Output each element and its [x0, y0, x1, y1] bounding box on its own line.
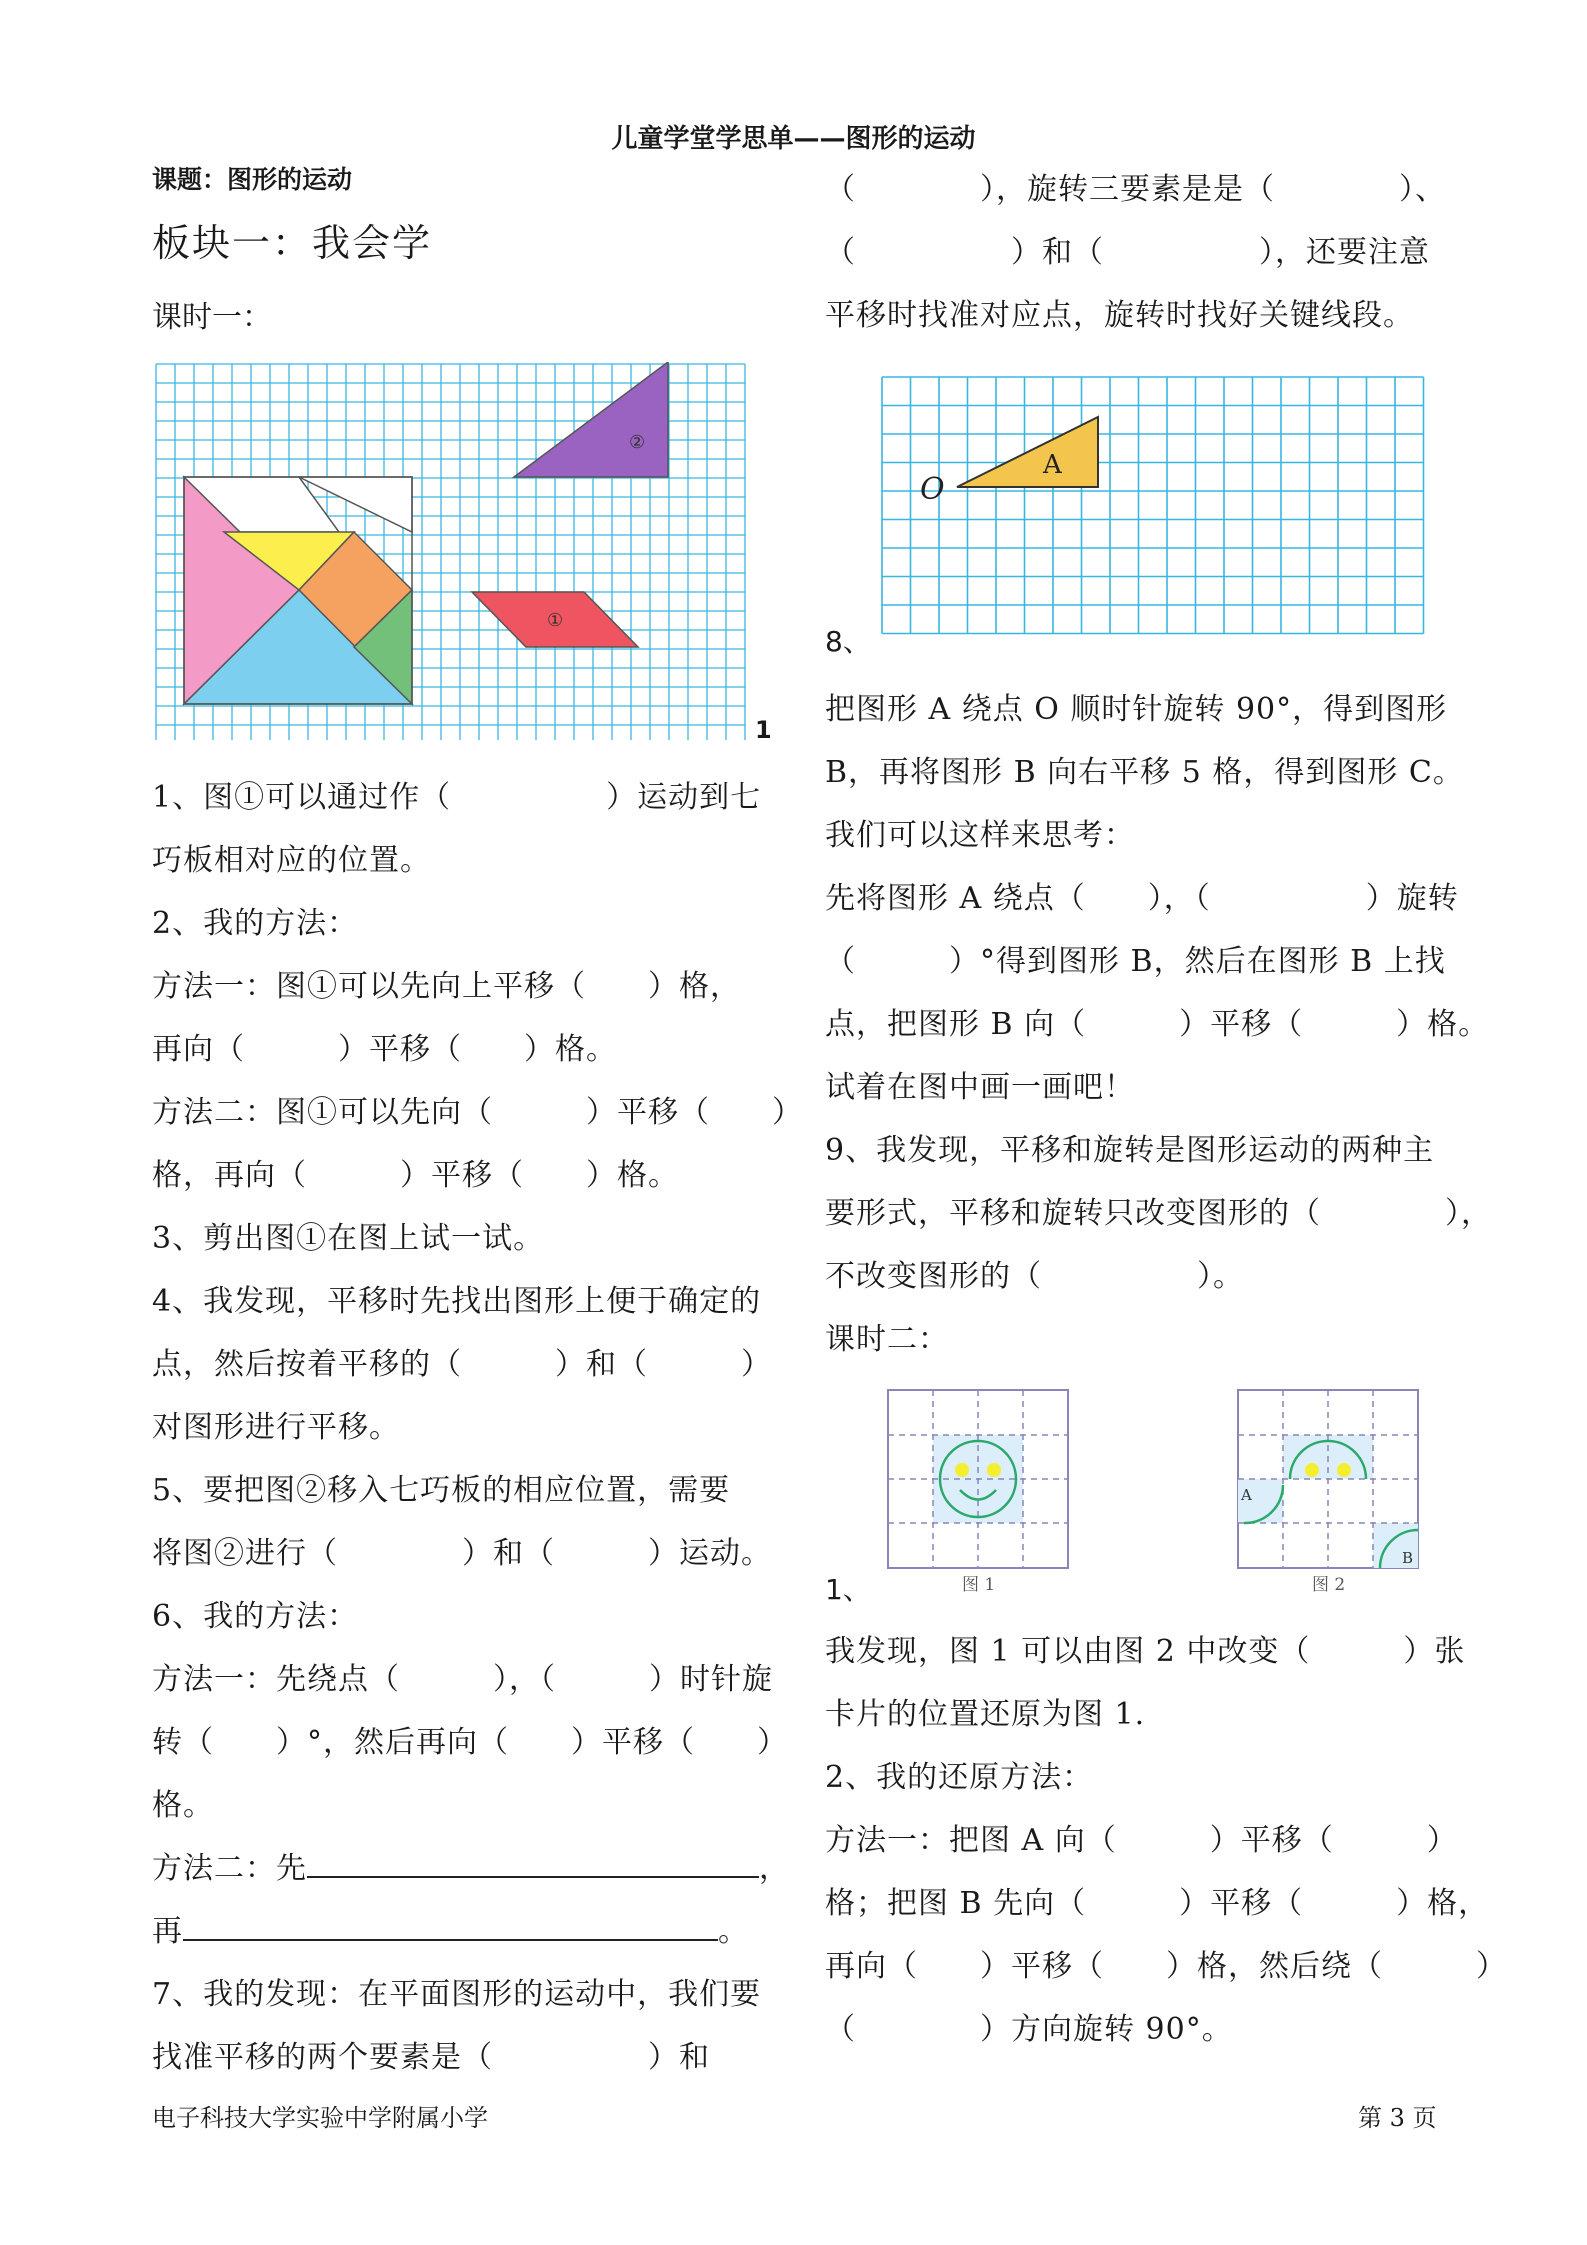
- left-line: 转（ ）°，然后再向（ ）平移（ ）: [152, 1725, 788, 1760]
- card-figure-2: [1238, 1390, 1418, 1595]
- right-column-middle: [825, 678, 1492, 1371]
- section-heading: 板块一：我会学: [152, 221, 433, 265]
- point-o-label: O: [920, 472, 945, 507]
- right-line: 2、我的还原方法：: [825, 1760, 1094, 1795]
- card-a-label: A: [1241, 1486, 1252, 1504]
- right-line: 先将图形 A 绕点（ ），（ ）旋转: [825, 881, 1459, 916]
- label-1: ①: [547, 610, 564, 631]
- right-line: 再向（ ）平移（ ）格，然后绕（ ）: [825, 1949, 1507, 1984]
- rotation-figure: [880, 375, 1430, 637]
- tangram-figure: [154, 362, 754, 740]
- left-line: 7、我的发现：在平面图形的运动中，我们要: [152, 1977, 762, 2012]
- card-figure-1-label: 图 1: [962, 1575, 996, 1595]
- lesson1-label: 课时一：: [152, 300, 272, 335]
- left-line: 4、我发现，平移时先找出图形上便于确定的: [152, 1284, 762, 1319]
- left-line: 方法一：图①可以先向上平移（ ）格，: [152, 969, 741, 1004]
- left-line: 1、图①可以通过作（ ）运动到七: [152, 780, 762, 815]
- answer-blank-1[interactable]: [307, 1844, 759, 1878]
- right-line: 要形式，平移和旋转只改变图形的（ ），: [825, 1196, 1492, 1231]
- left-line: 方法一：先绕点（ ），（ ）时针旋: [152, 1662, 773, 1697]
- shape-a-label: A: [1043, 450, 1062, 480]
- right-line: B，再将图形 B 向右平移 5 格，得到图形 C。: [825, 755, 1464, 790]
- figure1-number: 1: [755, 716, 772, 744]
- right-line: （ ）°得到图形 B，然后在图形 B 上找: [825, 944, 1446, 979]
- left-line: 找准平移的两个要素是（ ）和: [152, 2040, 710, 2075]
- left-line: 格。: [152, 1788, 214, 1823]
- document-title: 儿童学堂学思单——图形的运动: [611, 124, 976, 154]
- label-2: ②: [629, 432, 646, 453]
- right-line: 把图形 A 绕点 O 顺时针旋转 90°，得到图形: [825, 692, 1448, 727]
- left-column: [152, 766, 803, 2089]
- right-line: 课时二：: [825, 1322, 949, 1357]
- answer-blank-2[interactable]: [183, 1907, 718, 1941]
- right-line: 9、我发现，平移和旋转是图形运动的两种主: [825, 1133, 1435, 1168]
- left-line: 再向（ ）平移（ ）格。: [152, 1032, 617, 1067]
- card-figures: [880, 1385, 1440, 1595]
- rotation-grid: [882, 377, 1424, 634]
- left-line: 巧板相对应的位置。: [152, 843, 431, 878]
- right-line: （ ），旋转三要素是是（ ）、: [825, 172, 1446, 207]
- left-line: 3、剪出图①在图上试一试。: [152, 1221, 545, 1256]
- method2-prefix: 方法二：先: [152, 1851, 307, 1886]
- right-line: 不改变图形的（ ）。: [825, 1259, 1244, 1294]
- left-line: 2、我的方法：: [152, 906, 359, 941]
- method2-suffix2: 。: [718, 1914, 749, 1949]
- yellow-triangle-a: [957, 417, 1098, 487]
- left-line: 6、我的方法：: [152, 1599, 359, 1634]
- right-line: 试着在图中画一画吧！: [825, 1070, 1135, 1105]
- right-line: 卡片的位置还原为图 1.: [825, 1697, 1146, 1732]
- lesson2-item-number: 1、: [825, 1573, 871, 1606]
- right-line: 点，把图形 B 向（ ）平移（ ）格。: [825, 1007, 1490, 1042]
- right-line: 我们可以这样来思考：: [825, 818, 1135, 853]
- left-line: 点，然后按着平移的（ ）和（ ）: [152, 1347, 772, 1382]
- method2-prefix2: 再: [152, 1914, 183, 1949]
- left-line: 格，再向（ ）平移（ ）格。: [152, 1158, 679, 1193]
- right-column-top: [825, 158, 1447, 347]
- right-line: 我发现，图 1 可以由图 2 中改变（ ）张: [825, 1634, 1466, 1669]
- left-line: 对图形进行平移。: [152, 1410, 400, 1445]
- card-figure-2-label: 图 2: [1312, 1575, 1346, 1595]
- left-line: 将图②进行（ ）和（ ）运动。: [152, 1536, 772, 1571]
- purple-triangle-2: [514, 362, 668, 477]
- right-line: 方法一：把图 A 向（ ）平移（ ）: [825, 1823, 1458, 1858]
- right-line: 平移时找准对应点，旋转时找好关键线段。: [825, 298, 1414, 333]
- method2-suffix: ，: [759, 1851, 790, 1886]
- footer-page-number: 第 3 页: [1358, 2104, 1437, 2132]
- right-line: （ ）和（ ），还要注意: [825, 235, 1430, 270]
- method2-line2: [152, 1900, 774, 1963]
- left-line: 方法二：图①可以先向（ ）平移（ ）: [152, 1095, 803, 1130]
- right-line: 格；把图 B 先向（ ）平移（ ）格，: [825, 1886, 1490, 1921]
- method2-line1: [152, 1837, 790, 1900]
- figure8-number: 8、: [825, 625, 871, 658]
- left-line: 5、要把图②移入七巧板的相应位置，需要: [152, 1473, 731, 1508]
- right-line: （ ）方向旋转 90°。: [825, 2012, 1233, 2047]
- topic-label: 课题：图形的运动: [152, 165, 353, 194]
- card-b-label: B: [1402, 1549, 1414, 1567]
- card-figure-1: [888, 1390, 1068, 1595]
- footer-school: 电子科技大学实验中学附属小学: [152, 2104, 488, 2132]
- right-column-bottom: [825, 1620, 1507, 2061]
